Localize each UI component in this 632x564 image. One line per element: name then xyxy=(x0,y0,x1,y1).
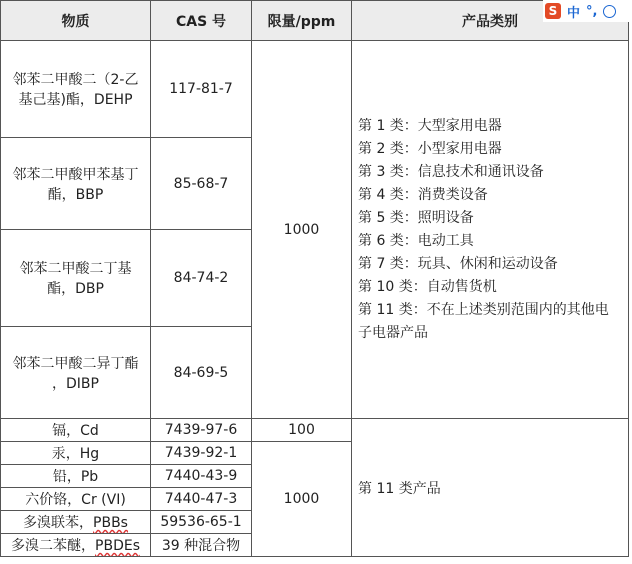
substance-abbr: PBBs xyxy=(93,515,128,531)
header-substance: 物质 xyxy=(1,1,151,41)
cas-cell: 85-68-7 xyxy=(151,138,252,230)
substance-cell: 邻苯二甲酸甲苯基丁酯，BBP xyxy=(1,138,151,230)
cas-cell: 7440-47-3 xyxy=(151,488,252,511)
substance-cell: 六价铬，Cr (VI) xyxy=(1,488,151,511)
category-cell-metals: 第 11 类产品 xyxy=(352,419,629,557)
substance-cell xyxy=(1,511,151,534)
substance-cell: 邻苯二甲酸二异丁酯 ，DIBP xyxy=(1,327,151,419)
substance-name: 多溴二苯醚， xyxy=(11,538,96,554)
cas-cell: 84-69-5 xyxy=(151,327,252,419)
substance-abbr: PBDEs xyxy=(95,538,140,554)
header-cas: CAS 号 xyxy=(151,1,252,41)
cas-cell: 7439-92-1 xyxy=(151,442,252,465)
category-cell-phthalates: 第 1 类：大型家用电器 第 2 类：小型家用电器 第 3 类：信息技术和通讯设备 第 4 类：消费类设备 第 5 类：照明设备 第 6 类：电动工具 第 7 类：玩具、休闲和运动设备 第 10 类：自动售货机 第 11 类：不在上述类别范围内的其他电子电器产品 xyxy=(352,41,629,419)
sogou-logo-icon[interactable]: S xyxy=(545,3,561,19)
header-limit: 限量/ppm xyxy=(252,1,352,41)
substance-cell: 铅，Pb xyxy=(1,465,151,488)
cas-cell: 59536-65-1 xyxy=(151,511,252,534)
substance-cell xyxy=(1,534,151,557)
substance-cell: 镉，Cd xyxy=(1,419,151,442)
header-category: 产品类别 xyxy=(352,1,629,41)
ime-toolbar[interactable] xyxy=(543,0,632,22)
emoji-icon[interactable] xyxy=(603,5,616,18)
limit-cell-cadmium: 100 xyxy=(252,419,352,442)
substance-name: 多溴联苯， xyxy=(23,515,94,531)
cas-cell: 84-74-2 xyxy=(151,230,252,327)
ime-language-toggle[interactable]: 中 xyxy=(567,5,581,21)
punctuation-icon[interactable]: °, xyxy=(586,3,598,19)
substance-cell: 邻苯二甲酸二丁基酯，DBP xyxy=(1,230,151,327)
header-row xyxy=(1,1,629,41)
cas-cell: 7439-97-6 xyxy=(151,419,252,442)
limit-cell-phthalates: 1000 xyxy=(252,41,352,419)
cas-cell: 117-81-7 xyxy=(151,41,252,138)
table-row xyxy=(1,419,629,442)
cas-cell: 7440-43-9 xyxy=(151,465,252,488)
substance-cell: 邻苯二甲酸二（2-乙基己基)酯，DEHP xyxy=(1,41,151,138)
cas-cell: 39 种混合物 xyxy=(151,534,252,557)
substance-cell: 汞，Hg xyxy=(1,442,151,465)
table-row xyxy=(1,41,629,138)
limit-cell-others: 1000 xyxy=(252,442,352,557)
